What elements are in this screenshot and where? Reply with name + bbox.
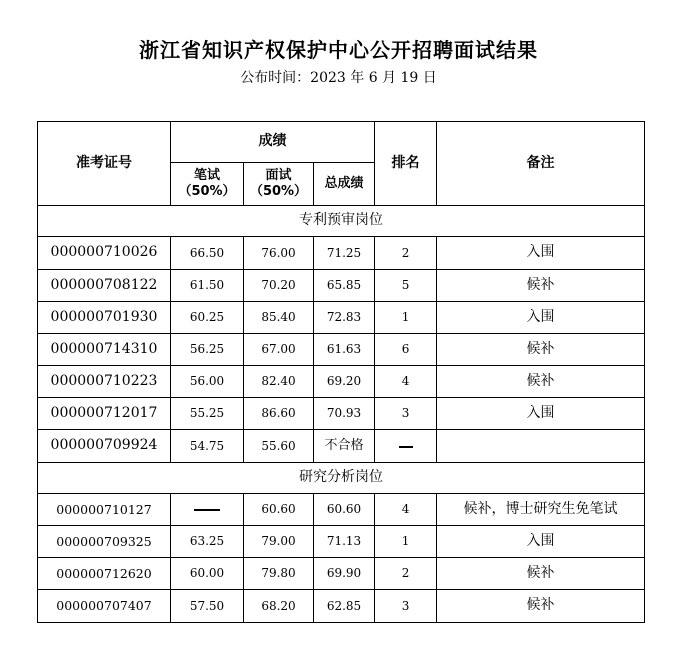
cell-interview: 76.00 (244, 237, 314, 270)
cell-exam-id: 000000710127 (38, 494, 171, 526)
table-row (38, 430, 645, 463)
page-title: 浙江省知识产权保护中心公开招聘面试结果 (139, 38, 538, 62)
header-row (38, 122, 645, 163)
table-row (38, 494, 645, 526)
cell-total: 62.85 (314, 590, 375, 623)
cell-total: 72.83 (314, 302, 375, 334)
cell-total: 65.85 (314, 270, 375, 302)
cell-rank: 2 (375, 237, 437, 270)
header-interview-weight: （50%） (249, 184, 308, 199)
cell-rank (375, 430, 437, 463)
cell-exam-id: 000000714310 (38, 334, 171, 366)
cell-remark: 候补 (437, 334, 645, 366)
section-title-research: 研究分析岗位 (38, 463, 645, 494)
cell-remark: 候补，博士研究生免笔试 (437, 494, 645, 526)
header-exam-id: 准考证号 (38, 122, 171, 206)
cell-remark: 入围 (437, 526, 645, 558)
cell-remark (437, 430, 645, 463)
cell-total: 71.25 (314, 237, 375, 270)
cell-written: 60.25 (171, 302, 244, 334)
cell-rank: 1 (375, 526, 437, 558)
table-row (38, 270, 645, 302)
cell-exam-id: 000000710026 (38, 237, 171, 270)
header-written-label: 笔试 (193, 167, 220, 183)
cell-remark: 候补 (437, 366, 645, 398)
section-row (38, 206, 645, 237)
cell-interview: 79.00 (244, 526, 314, 558)
cell-interview: 86.60 (244, 398, 314, 430)
cell-total: 不合格 (314, 430, 375, 463)
cell-exam-id: 000000707407 (38, 590, 171, 623)
publish-date: 公布时间：2023 年 6 月 19 日 (240, 70, 437, 86)
cell-interview: 85.40 (244, 302, 314, 334)
cell-interview: 68.20 (244, 590, 314, 623)
cell-interview: 70.20 (244, 270, 314, 302)
header-written-weight: （50%） (178, 184, 236, 199)
cell-interview: 79.80 (244, 558, 314, 590)
cell-total: 60.60 (314, 494, 375, 526)
cell-rank: 1 (375, 302, 437, 334)
header-total: 总成绩 (314, 163, 375, 206)
results-table (37, 121, 645, 623)
table-row (38, 334, 645, 366)
cell-remark: 入围 (437, 398, 645, 430)
header-score: 成绩 (171, 122, 375, 163)
cell-rank: 3 (375, 590, 437, 623)
cell-rank: 4 (375, 366, 437, 398)
section-row (38, 463, 645, 494)
cell-interview: 60.60 (244, 494, 314, 526)
cell-rank: 2 (375, 558, 437, 590)
table-row (38, 558, 645, 590)
header-rank: 排名 (375, 122, 437, 206)
cell-written: 54.75 (171, 430, 244, 463)
cell-rank: 5 (375, 270, 437, 302)
cell-remark: 候补 (437, 558, 645, 590)
cell-total: 70.93 (314, 398, 375, 430)
rank-dash (399, 446, 413, 448)
table-row (38, 237, 645, 270)
cell-total: 69.90 (314, 558, 375, 590)
header-interview (244, 163, 314, 206)
cell-exam-id: 000000701930 (38, 302, 171, 334)
cell-interview: 82.40 (244, 366, 314, 398)
cell-remark: 候补 (437, 270, 645, 302)
cell-written: 61.50 (171, 270, 244, 302)
table-row (38, 366, 645, 398)
cell-exam-id: 000000708122 (38, 270, 171, 302)
table-row (38, 302, 645, 334)
table-row (38, 398, 645, 430)
cell-exam-id: 000000712620 (38, 558, 171, 590)
cell-total: 71.13 (314, 526, 375, 558)
cell-interview: 67.00 (244, 334, 314, 366)
cell-exam-id: 000000709924 (38, 430, 171, 463)
cell-rank: 4 (375, 494, 437, 526)
cell-written: 55.25 (171, 398, 244, 430)
table-row (38, 590, 645, 623)
cell-written: 66.50 (171, 237, 244, 270)
cell-written: 60.00 (171, 558, 244, 590)
cell-remark: 入围 (437, 302, 645, 334)
header-interview-label: 面试 (265, 167, 292, 183)
table-row (38, 526, 645, 558)
header-written (171, 163, 244, 206)
cell-exam-id: 000000712017 (38, 398, 171, 430)
cell-written (171, 494, 244, 526)
cell-rank: 3 (375, 398, 437, 430)
cell-remark: 入围 (437, 237, 645, 270)
header-remark: 备注 (437, 122, 645, 206)
cell-written: 56.25 (171, 334, 244, 366)
cell-written: 56.00 (171, 366, 244, 398)
section-title-patent: 专利预审岗位 (38, 206, 645, 237)
cell-exam-id: 000000709325 (38, 526, 171, 558)
cell-rank: 6 (375, 334, 437, 366)
written-dash (194, 509, 220, 511)
cell-written: 57.50 (171, 590, 244, 623)
cell-total: 61.63 (314, 334, 375, 366)
cell-exam-id: 000000710223 (38, 366, 171, 398)
cell-remark: 候补 (437, 590, 645, 623)
cell-total: 69.20 (314, 366, 375, 398)
cell-interview: 55.60 (244, 430, 314, 463)
cell-written: 63.25 (171, 526, 244, 558)
